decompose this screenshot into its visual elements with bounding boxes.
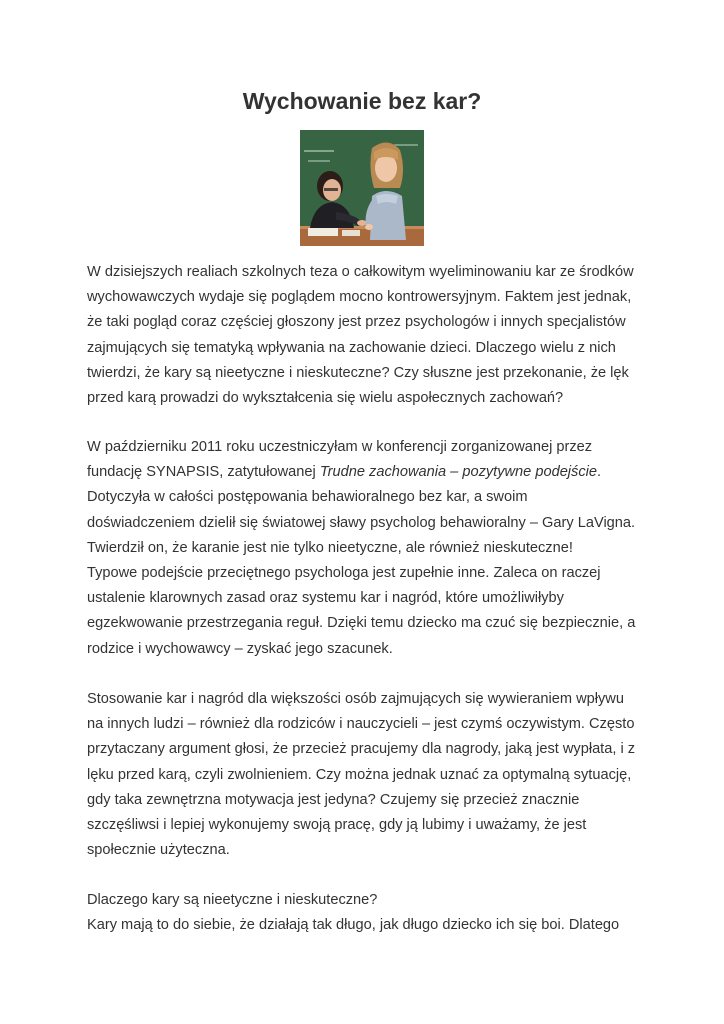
paragraph-intro: [87, 260, 647, 411]
text-line: Dotyczyła w całości postępowania behawioralnego bez kar, a swoim: [87, 489, 528, 506]
text-line: Typowe podejście przeciętnego psychologa jest zupełnie inne. Zaleca on raczej: [87, 565, 601, 582]
text-line: egzekwowanie przestrzegania reguł. Dzięki temu dziecko ma czuć się bezpiecznie, a: [87, 615, 636, 632]
text-line: że taki pogląd coraz częściej głoszony jest przez psychologów i innych specjalistów: [87, 314, 626, 331]
text-line: społecznie użyteczna.: [87, 842, 230, 859]
conference-title: Trudne zachowania – pozytywne podejście: [319, 464, 598, 481]
text-line: Dlaczego kary są nieetyczne i nieskuteczne?: [87, 892, 378, 908]
teacher-student-photo: [300, 130, 424, 246]
text-segment: .: [597, 464, 602, 481]
text-line: Stosowanie kar i nagród dla większości osób zajmujących się wywieraniem wpływu: [87, 691, 624, 707]
text-line: lęku przed karą, czyli zwolnieniem. Czy można jednak uznać za optymalną sytuację,: [87, 766, 632, 783]
text-line: przed karą prowadzi do wykształcenia się wielu aspołecznych zachowań?: [87, 390, 564, 407]
text-line: na innych ludzi – również dla rodziców i nauczycieli – jest czymś oczywistym. Często: [87, 716, 635, 733]
article-photo: [300, 130, 424, 246]
article-title: Wychowanie bez kar?: [242, 88, 482, 114]
text-line: przytaczany argument głosi, że przecież pracujemy dla nagrody, jaką jest wypłata, i z: [87, 741, 636, 758]
text-line: doświadczeniem dzielił się światowej sławy psycholog behawioralny – Gary LaVigna.: [87, 514, 636, 531]
text-line: Twierdził on, że karanie jest nie tylko nieetyczne, ale również nieskuteczne!: [87, 539, 573, 556]
text-line: zajmujących się tematyką wpływania na zachowanie dzieci. Dlaczego wielu z nich: [87, 339, 616, 356]
text-line: W dzisiejszych realiach szkolnych teza o całkowitym wyeliminowaniu kar ze środków: [87, 264, 634, 280]
text-line: Kary mają to do siebie, że działają tak długo, jak długo dziecko ich się boi. Dlatego: [87, 917, 620, 934]
text-line: gdy taka zewnętrzna motywacja jest jedyna? Czujemy się przecież znacznie: [87, 791, 580, 808]
text-line: rodzice i wychowawcy – zyskać jego szacunek.: [87, 640, 393, 657]
text-segment: fundację SYNAPSIS, zatytułowanej: [87, 464, 320, 481]
text-line: ustalenie klarownych zasad oraz systemu kar i nagród, które umożliwiłyby: [87, 590, 564, 607]
paragraph-conference: [87, 435, 647, 662]
text-line-with-italic: [87, 460, 647, 485]
paragraph-rewards: [87, 687, 647, 863]
text-line: szczęśliwsi i lepiej wykonujemy swoją pracę, gdy ją lubimy i uważamy, że jest: [87, 817, 587, 834]
paragraph-question: [87, 888, 647, 938]
text-line: W październiku 2011 roku uczestniczyłam w konferencji zorganizowanej przez: [87, 439, 593, 455]
text-line: twierdzi, że kary są nieetyczne i nieskuteczne? Czy słuszne jest przekonanie, że lęk: [87, 364, 629, 381]
text-line: wychowawczych wydaje się poglądem mocno kontrowersyjnym. Faktem jest jednak,: [87, 289, 632, 306]
